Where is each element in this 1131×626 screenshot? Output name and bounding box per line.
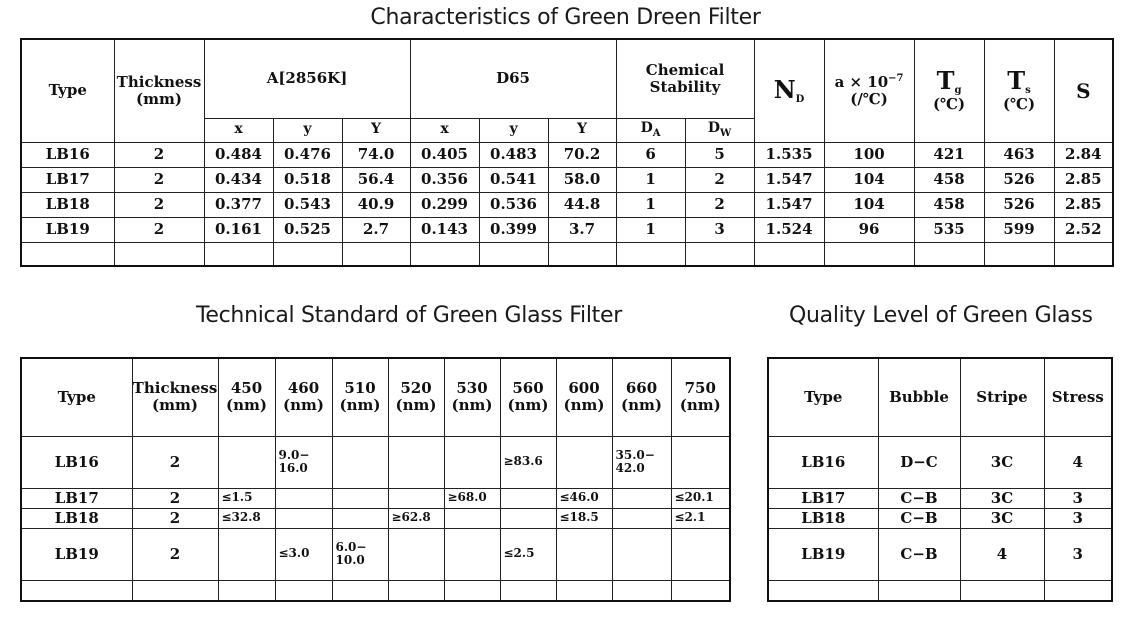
characteristics-cell: 0.299 [410,192,479,217]
characteristics-empty-cell [685,242,754,266]
tech-header-thickness: Thickness (mm) [132,358,218,436]
technical-cell [332,488,388,508]
characteristics-empty-row [21,242,1113,266]
technical-cell [671,436,730,488]
technical-empty-cell [612,580,671,601]
da-symbol: D [640,120,653,136]
tech-header-type: Type [21,358,132,436]
quality-empty-cell [768,580,878,601]
technical-cell: 9.0−​16.0 [275,436,332,488]
characteristics-empty-cell [479,242,548,266]
header-dw [685,118,754,142]
characteristics-cell: 1 [616,192,685,217]
tech-header-660: 660 (nm) [612,358,671,436]
quality-row [768,508,1112,528]
header-a2856: A[2856K] [204,39,410,118]
technical-empty-cell [444,580,500,601]
quality-cell: 3C [960,488,1044,508]
technical-cell [388,436,444,488]
quality-title: Quality Level of Green Glass [789,303,1093,328]
nd-subscript: D [795,93,805,105]
technical-empty-cell [671,580,730,601]
technical-cell [556,436,612,488]
technical-cell [388,488,444,508]
characteristics-cell: 0.377 [204,192,273,217]
quality-cell: LB19 [768,528,878,580]
technical-table [20,357,731,602]
characteristics-cell: 458 [914,167,984,192]
technical-empty-row [21,580,730,601]
technical-empty-cell [21,580,132,601]
quality-empty-row [768,580,1112,601]
technical-cell [332,436,388,488]
tech-header-450: 450 (nm) [218,358,275,436]
technical-cell: ≤2.1 [671,508,730,528]
characteristics-empty-cell [410,242,479,266]
header-thickness: Thickness (mm) [114,39,204,142]
characteristics-body [21,142,1113,266]
technical-cell [218,528,275,580]
technical-cell [612,488,671,508]
quality-header-type: Type [768,358,878,436]
characteristics-cell: 2 [114,142,204,167]
characteristics-cell: 6 [616,142,685,167]
characteristics-cell: 0.356 [410,167,479,192]
characteristics-cell: LB17 [21,167,114,192]
characteristics-cell: 535 [914,217,984,242]
characteristics-cell: 458 [914,192,984,217]
characteristics-empty-cell [754,242,824,266]
header-type: Type [21,39,114,142]
characteristics-cell: 56.4 [342,167,410,192]
characteristics-cell: 0.484 [204,142,273,167]
quality-table [767,357,1113,602]
technical-cell: LB18 [21,508,132,528]
quality-header-stripe: Stripe [960,358,1044,436]
technical-cell [332,508,388,528]
characteristics-cell: 463 [984,142,1054,167]
characteristics-empty-cell [204,242,273,266]
tech-header-510: 510 (nm) [332,358,388,436]
tech-header-750: 750 (nm) [671,358,730,436]
ts-subscript: s [1025,85,1031,97]
tg-subscript: g [954,85,962,97]
quality-empty-cell [960,580,1044,601]
technical-body [21,436,730,601]
technical-empty-cell [500,580,556,601]
characteristics-cell: 0.525 [273,217,342,242]
header-ts [984,39,1054,142]
characteristics-cell: 0.476 [273,142,342,167]
characteristics-cell: 0.434 [204,167,273,192]
technical-cell: ≥68.0 [444,488,500,508]
characteristics-cell: 96 [824,217,914,242]
technical-cell: ≤2.5 [500,528,556,580]
characteristics-empty-cell [984,242,1054,266]
characteristics-cell: 599 [984,217,1054,242]
characteristics-cell: 526 [984,167,1054,192]
ts-unit: (℃) [1002,95,1036,114]
technical-cell [612,508,671,528]
technical-cell [388,528,444,580]
header-a-y: y [273,118,342,142]
quality-cell: D−C [878,436,960,488]
characteristics-cell: 2 [114,217,204,242]
tg-unit: (℃) [932,95,966,114]
header-d-x: x [410,118,479,142]
technical-empty-cell [218,580,275,601]
characteristics-cell: LB19 [21,217,114,242]
characteristics-cell: 104 [824,167,914,192]
technical-cell: ≥83.6 [500,436,556,488]
tech-header-530: 530 (nm) [444,358,500,436]
technical-empty-cell [388,580,444,601]
characteristics-cell: 2.84 [1054,142,1113,167]
technical-cell: ≤3.0 [275,528,332,580]
characteristics-cell: 421 [914,142,984,167]
quality-empty-cell [1044,580,1112,601]
characteristics-row [21,167,1113,192]
characteristics-cell: 2 [685,167,754,192]
characteristics-cell: 2 [685,192,754,217]
characteristics-cell: 2.85 [1054,192,1113,217]
header-tg [914,39,984,142]
quality-cell: LB17 [768,488,878,508]
technical-empty-cell [132,580,218,601]
tg-symbol: T [936,66,955,96]
dw-subscript: W [719,127,732,139]
tech-header-520: 520 (nm) [388,358,444,436]
characteristics-cell: 58.0 [548,167,616,192]
tech-header-460: 460 (nm) [275,358,332,436]
technical-cell: 2 [132,488,218,508]
characteristics-empty-cell [616,242,685,266]
characteristics-cell: 2 [114,167,204,192]
characteristics-cell: 3.7 [548,217,616,242]
characteristics-cell: 1.547 [754,192,824,217]
characteristics-cell: 0.543 [273,192,342,217]
technical-cell: 35.0−​42.0 [612,436,671,488]
characteristics-cell: LB18 [21,192,114,217]
characteristics-cell: 0.518 [273,167,342,192]
technical-cell: LB19 [21,528,132,580]
quality-cell: 3 [1044,508,1112,528]
characteristics-table [20,38,1114,267]
quality-body [768,436,1112,601]
technical-cell: 2 [132,436,218,488]
characteristics-row [21,192,1113,217]
characteristics-cell: 70.2 [548,142,616,167]
technical-cell: ≤46.0 [556,488,612,508]
header-a-Y: Y [342,118,410,142]
quality-cell: LB18 [768,508,878,528]
technical-cell [275,508,332,528]
alpha-symbol: a × 10 [834,73,889,92]
technical-cell: LB17 [21,488,132,508]
characteristics-cell: 5 [685,142,754,167]
characteristics-empty-cell [914,242,984,266]
technical-cell [444,528,500,580]
technical-cell [556,528,612,580]
characteristics-empty-cell [273,242,342,266]
quality-row [768,488,1112,508]
characteristics-cell: 0.483 [479,142,548,167]
technical-row [21,508,730,528]
technical-cell [218,436,275,488]
characteristics-cell: 1.547 [754,167,824,192]
quality-cell: LB16 [768,436,878,488]
quality-header-bubble: Bubble [878,358,960,436]
technical-cell: ≤20.1 [671,488,730,508]
header-nd [754,39,824,142]
header-d-y: y [479,118,548,142]
quality-cell: 4 [1044,436,1112,488]
characteristics-cell: 0.536 [479,192,548,217]
characteristics-cell: 1.524 [754,217,824,242]
header-d65: D65 [410,39,616,118]
quality-empty-cell [878,580,960,601]
tech-header-560: 560 (nm) [500,358,556,436]
technical-cell: ≤32.8 [218,508,275,528]
characteristics-cell: 526 [984,192,1054,217]
quality-cell: 3C [960,508,1044,528]
characteristics-cell: 74.0 [342,142,410,167]
characteristics-row [21,217,1113,242]
quality-cell: 3 [1044,528,1112,580]
characteristics-empty-cell [21,242,114,266]
header-chemical-stability: Chemical Stability [616,39,754,118]
technical-empty-cell [275,580,332,601]
technical-cell: 2 [132,528,218,580]
technical-cell: ≤1.5 [218,488,275,508]
characteristics-cell: 2 [114,192,204,217]
header-a-x: x [204,118,273,142]
quality-cell: 3 [1044,488,1112,508]
characteristics-cell: 0.161 [204,217,273,242]
quality-cell: 4 [960,528,1044,580]
technical-cell [500,508,556,528]
ts-symbol: T [1007,66,1026,96]
technical-cell: LB16 [21,436,132,488]
characteristics-cell: LB16 [21,142,114,167]
characteristics-cell: 1 [616,167,685,192]
quality-cell: 3C [960,436,1044,488]
alpha-unit: (/℃) [850,90,888,109]
characteristics-cell: 104 [824,192,914,217]
characteristics-empty-cell [1054,242,1113,266]
characteristics-empty-cell [548,242,616,266]
characteristics-cell: 2.52 [1054,217,1113,242]
technical-row [21,436,730,488]
characteristics-empty-cell [342,242,410,266]
technical-cell [444,436,500,488]
technical-row [21,488,730,508]
dw-symbol: D [707,120,720,136]
characteristics-title: Characteristics of Green Dreen Filter [370,5,761,30]
header-s: S [1054,39,1113,142]
technical-row [21,528,730,580]
characteristics-empty-cell [824,242,914,266]
characteristics-row [21,142,1113,167]
technical-cell: ≤18.5 [556,508,612,528]
quality-cell: C−B [878,528,960,580]
header-da [616,118,685,142]
alpha-exponent: −7 [888,73,904,85]
da-subscript: A [652,127,661,139]
quality-cell: C−B [878,488,960,508]
characteristics-cell: 100 [824,142,914,167]
technical-cell [444,508,500,528]
characteristics-cell: 40.9 [342,192,410,217]
nd-symbol: N [773,74,796,104]
characteristics-cell: 2.7 [342,217,410,242]
tech-header-600: 600 (nm) [556,358,612,436]
technical-empty-cell [556,580,612,601]
characteristics-cell: 0.405 [410,142,479,167]
quality-header-stress: Stress [1044,358,1112,436]
characteristics-cell: 2.85 [1054,167,1113,192]
characteristics-cell: 0.399 [479,217,548,242]
technical-cell [500,488,556,508]
quality-cell: C−B [878,508,960,528]
characteristics-cell: 0.143 [410,217,479,242]
technical-title: Technical Standard of Green Glass Filter [196,303,622,328]
technical-cell [612,528,671,580]
characteristics-cell: 1 [616,217,685,242]
header-d-Y: Y [548,118,616,142]
characteristics-cell: 3 [685,217,754,242]
technical-cell [275,488,332,508]
characteristics-cell: 44.8 [548,192,616,217]
technical-cell: 6.0−​10.0 [332,528,388,580]
quality-row [768,528,1112,580]
characteristics-cell: 0.541 [479,167,548,192]
technical-cell: ≥62.8 [388,508,444,528]
quality-row [768,436,1112,488]
technical-cell [671,528,730,580]
technical-cell: 2 [132,508,218,528]
technical-empty-cell [332,580,388,601]
header-alpha [824,39,914,142]
characteristics-cell: 1.535 [754,142,824,167]
characteristics-empty-cell [114,242,204,266]
